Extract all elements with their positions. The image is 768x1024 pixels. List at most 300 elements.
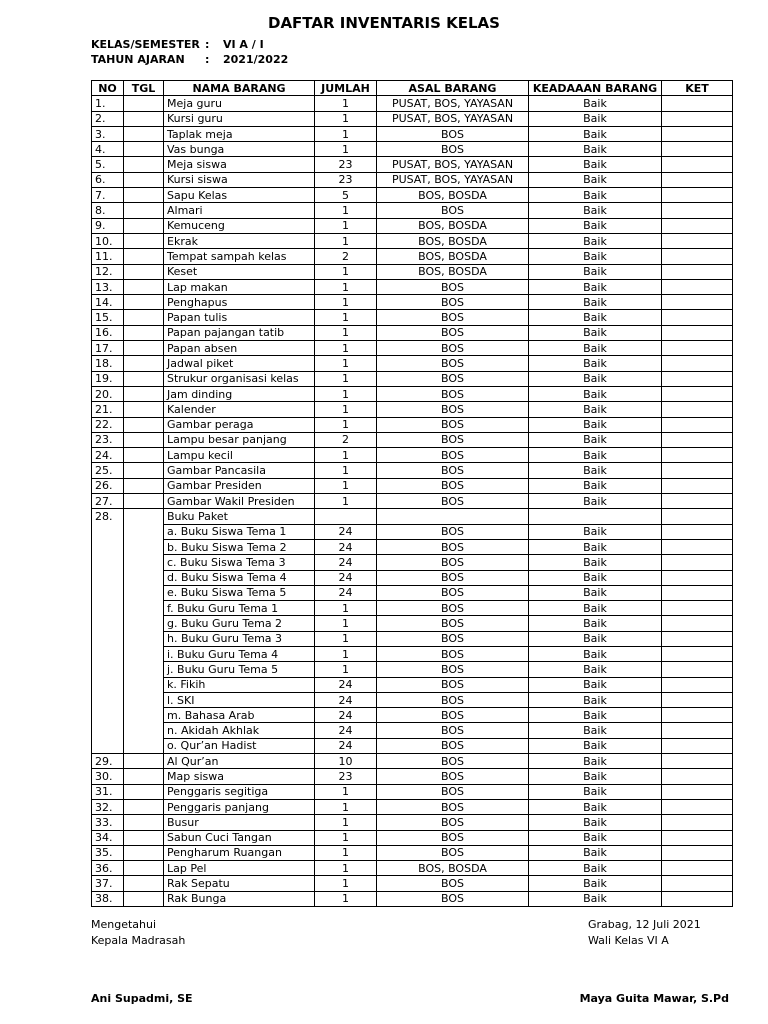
cell-tgl — [124, 310, 164, 325]
table-row — [92, 494, 733, 509]
cell-keadaan-barang: Baik — [529, 188, 662, 203]
table-row — [92, 325, 733, 340]
cell-jumlah: 24 — [315, 708, 377, 723]
cell-no: 19. — [92, 371, 124, 386]
cell-jumlah: 1 — [315, 601, 377, 616]
meta-separator: : — [205, 38, 210, 51]
cell-asal-barang: BOS — [377, 799, 529, 814]
cell-no: 23. — [92, 432, 124, 447]
cell-no: 20. — [92, 386, 124, 401]
cell-tgl — [124, 386, 164, 401]
cell-jumlah: 24 — [315, 585, 377, 600]
cell-nama-barang: Taplak meja — [164, 126, 315, 141]
cell-jumlah: 1 — [315, 861, 377, 876]
cell-jumlah: 1 — [315, 371, 377, 386]
table-row — [92, 448, 733, 463]
table-row — [92, 524, 733, 539]
cell-asal-barang: BOS — [377, 295, 529, 310]
cell-keadaan-barang: Baik — [529, 402, 662, 417]
cell-nama-barang: Lampu besar panjang — [164, 432, 315, 447]
cell-asal-barang: BOS — [377, 539, 529, 554]
cell-asal-barang: BOS — [377, 448, 529, 463]
cell-asal-barang: BOS, BOSDA — [377, 264, 529, 279]
cell-asal-barang: BOS, BOSDA — [377, 233, 529, 248]
cell-jumlah: 1 — [315, 386, 377, 401]
cell-keadaan-barang: Baik — [529, 631, 662, 646]
cell-tgl — [124, 830, 164, 845]
cell-no: 22. — [92, 417, 124, 432]
cell-ket — [662, 371, 733, 386]
cell-keadaan-barang: Baik — [529, 157, 662, 172]
cell-tgl — [124, 172, 164, 187]
cell-keadaan-barang: Baik — [529, 708, 662, 723]
cell-nama-barang: Rak Bunga — [164, 891, 315, 906]
cell-ket — [662, 417, 733, 432]
cell-jumlah: 24 — [315, 555, 377, 570]
meta-label: TAHUN AJARAN — [91, 53, 185, 66]
cell-jumlah: 1 — [315, 341, 377, 356]
cell-jumlah: 2 — [315, 249, 377, 264]
table-row — [92, 585, 733, 600]
table-row — [92, 708, 733, 723]
cell-keadaan-barang: Baik — [529, 845, 662, 860]
cell-ket — [662, 539, 733, 554]
cell-no: 15. — [92, 310, 124, 325]
cell-ket — [662, 432, 733, 447]
cell-tgl — [124, 126, 164, 141]
cell-no: 6. — [92, 172, 124, 187]
table-row — [92, 463, 733, 478]
cell-no — [92, 677, 124, 692]
cell-nama-barang: Strukur organisasi kelas — [164, 371, 315, 386]
cell-asal-barang: BOS — [377, 631, 529, 646]
cell-keadaan-barang: Baik — [529, 172, 662, 187]
cell-tgl — [124, 585, 164, 600]
cell-nama-barang: Lap Pel — [164, 861, 315, 876]
cell-nama-barang: Map siswa — [164, 769, 315, 784]
place-date: Grabag, 12 Juli 2021 — [588, 918, 701, 931]
cell-no — [92, 524, 124, 539]
cell-nama-barang: Gambar Pancasila — [164, 463, 315, 478]
cell-tgl — [124, 616, 164, 631]
table-row — [92, 295, 733, 310]
cell-keadaan-barang: Baik — [529, 96, 662, 111]
cell-tgl — [124, 157, 164, 172]
cell-nama-barang: Busur — [164, 815, 315, 830]
meta-separator: : — [205, 53, 210, 66]
cell-nama-barang: k. Fikih — [164, 677, 315, 692]
homeroom-signature-name: Maya Guita Mawar, S.Pd — [579, 992, 729, 1005]
cell-ket — [662, 646, 733, 661]
cell-no — [92, 692, 124, 707]
cell-asal-barang: BOS — [377, 203, 529, 218]
cell-jumlah: 1 — [315, 310, 377, 325]
cell-ket — [662, 708, 733, 723]
table-row — [92, 738, 733, 753]
cell-keadaan-barang: Baik — [529, 295, 662, 310]
cell-keadaan-barang: Baik — [529, 463, 662, 478]
cell-keadaan-barang: Baik — [529, 478, 662, 493]
cell-tgl — [124, 341, 164, 356]
cell-asal-barang: BOS — [377, 524, 529, 539]
footer-right — [588, 917, 701, 949]
cell-keadaan-barang: Baik — [529, 585, 662, 600]
cell-nama-barang: Al Qur’an — [164, 754, 315, 769]
cell-ket — [662, 295, 733, 310]
cell-ket — [662, 754, 733, 769]
cell-keadaan-barang: Baik — [529, 371, 662, 386]
cell-no: 28. — [92, 509, 124, 524]
table-row — [92, 509, 733, 524]
acknowledged-label: Mengetahui — [91, 918, 157, 931]
cell-jumlah: 1 — [315, 784, 377, 799]
cell-jumlah: 1 — [315, 356, 377, 371]
cell-tgl — [124, 417, 164, 432]
table-row — [92, 264, 733, 279]
cell-asal-barang: BOS — [377, 356, 529, 371]
table-row — [92, 111, 733, 126]
cell-tgl — [124, 876, 164, 891]
cell-nama-barang: Gambar Presiden — [164, 478, 315, 493]
cell-nama-barang: i. Buku Guru Tema 4 — [164, 646, 315, 661]
meta-class-semester — [91, 38, 264, 51]
table-row — [92, 386, 733, 401]
cell-keadaan-barang: Baik — [529, 341, 662, 356]
cell-asal-barang: BOS — [377, 142, 529, 157]
cell-no: 13. — [92, 279, 124, 294]
cell-nama-barang: Penghapus — [164, 295, 315, 310]
cell-jumlah: 1 — [315, 96, 377, 111]
cell-asal-barang: BOS — [377, 341, 529, 356]
inventory-table — [91, 80, 733, 907]
cell-keadaan-barang: Baik — [529, 876, 662, 891]
table-row — [92, 402, 733, 417]
cell-jumlah: 24 — [315, 738, 377, 753]
cell-no: 14. — [92, 295, 124, 310]
cell-tgl — [124, 799, 164, 814]
cell-asal-barang: BOS — [377, 891, 529, 906]
cell-nama-barang: Pengharum Ruangan — [164, 845, 315, 860]
cell-asal-barang: PUSAT, BOS, YAYASAN — [377, 172, 529, 187]
cell-jumlah: 24 — [315, 524, 377, 539]
cell-keadaan-barang: Baik — [529, 677, 662, 692]
cell-tgl — [124, 494, 164, 509]
cell-tgl — [124, 188, 164, 203]
cell-jumlah: 1 — [315, 448, 377, 463]
cell-no: 27. — [92, 494, 124, 509]
cell-jumlah: 2 — [315, 432, 377, 447]
cell-no — [92, 601, 124, 616]
cell-tgl — [124, 233, 164, 248]
cell-ket — [662, 876, 733, 891]
cell-asal-barang: BOS — [377, 784, 529, 799]
cell-nama-barang: n. Akidah Akhlak — [164, 723, 315, 738]
table-row — [92, 830, 733, 845]
cell-asal-barang: BOS, BOSDA — [377, 218, 529, 233]
cell-ket — [662, 218, 733, 233]
cell-tgl — [124, 295, 164, 310]
cell-jumlah: 1 — [315, 218, 377, 233]
cell-ket — [662, 769, 733, 784]
cell-ket — [662, 616, 733, 631]
cell-nama-barang: Buku Paket — [164, 509, 315, 524]
cell-asal-barang: BOS — [377, 601, 529, 616]
cell-jumlah: 1 — [315, 203, 377, 218]
cell-nama-barang: Kemuceng — [164, 218, 315, 233]
cell-nama-barang: o. Qur’an Hadist — [164, 738, 315, 753]
cell-nama-barang: e. Buku Siswa Tema 5 — [164, 585, 315, 600]
cell-nama-barang: Meja guru — [164, 96, 315, 111]
table-row — [92, 233, 733, 248]
cell-asal-barang: BOS — [377, 876, 529, 891]
cell-ket — [662, 264, 733, 279]
cell-no: 2. — [92, 111, 124, 126]
cell-tgl — [124, 815, 164, 830]
cell-jumlah: 24 — [315, 677, 377, 692]
cell-ket — [662, 692, 733, 707]
table-row — [92, 126, 733, 141]
cell-keadaan-barang: Baik — [529, 738, 662, 753]
homeroom-title: Wali Kelas VI A — [588, 934, 669, 947]
cell-keadaan-barang: Baik — [529, 249, 662, 264]
cell-nama-barang: Ekrak — [164, 233, 315, 248]
cell-jumlah: 1 — [315, 799, 377, 814]
table-row — [92, 341, 733, 356]
cell-keadaan-barang: Baik — [529, 325, 662, 340]
cell-ket — [662, 341, 733, 356]
cell-asal-barang: PUSAT, BOS, YAYASAN — [377, 96, 529, 111]
cell-no — [92, 585, 124, 600]
cell-nama-barang: Papan pajangan tatib — [164, 325, 315, 340]
cell-asal-barang: BOS — [377, 677, 529, 692]
cell-jumlah: 24 — [315, 539, 377, 554]
cell-tgl — [124, 708, 164, 723]
cell-tgl — [124, 539, 164, 554]
header-jumlah: JUMLAH — [315, 81, 377, 96]
table-row — [92, 203, 733, 218]
cell-ket — [662, 815, 733, 830]
cell-tgl — [124, 769, 164, 784]
cell-keadaan-barang: Baik — [529, 203, 662, 218]
header-asal-barang: ASAL BARANG — [377, 81, 529, 96]
cell-ket — [662, 96, 733, 111]
cell-no: 12. — [92, 264, 124, 279]
cell-asal-barang: BOS — [377, 325, 529, 340]
cell-tgl — [124, 463, 164, 478]
cell-tgl — [124, 218, 164, 233]
cell-ket — [662, 799, 733, 814]
cell-tgl — [124, 754, 164, 769]
meta-school-year — [91, 53, 288, 66]
cell-asal-barang: BOS — [377, 646, 529, 661]
table-row — [92, 861, 733, 876]
cell-keadaan-barang: Baik — [529, 310, 662, 325]
table-row — [92, 769, 733, 784]
cell-asal-barang: PUSAT, BOS, YAYASAN — [377, 157, 529, 172]
cell-keadaan-barang: Baik — [529, 218, 662, 233]
table-row — [92, 157, 733, 172]
cell-tgl — [124, 723, 164, 738]
cell-ket — [662, 784, 733, 799]
cell-ket — [662, 448, 733, 463]
cell-tgl — [124, 524, 164, 539]
cell-jumlah: 1 — [315, 325, 377, 340]
cell-ket — [662, 402, 733, 417]
cell-ket — [662, 325, 733, 340]
cell-nama-barang: Lampu kecil — [164, 448, 315, 463]
cell-nama-barang: Lap makan — [164, 279, 315, 294]
cell-tgl — [124, 662, 164, 677]
cell-no: 32. — [92, 799, 124, 814]
cell-keadaan-barang: Baik — [529, 356, 662, 371]
cell-no: 30. — [92, 769, 124, 784]
cell-no — [92, 662, 124, 677]
cell-tgl — [124, 264, 164, 279]
cell-tgl — [124, 891, 164, 906]
cell-nama-barang: Meja siswa — [164, 157, 315, 172]
table-row — [92, 662, 733, 677]
cell-jumlah: 5 — [315, 188, 377, 203]
cell-jumlah: 1 — [315, 876, 377, 891]
cell-keadaan-barang: Baik — [529, 539, 662, 554]
cell-jumlah: 10 — [315, 754, 377, 769]
cell-ket — [662, 126, 733, 141]
cell-keadaan-barang: Baik — [529, 494, 662, 509]
cell-keadaan-barang: Baik — [529, 386, 662, 401]
table-row — [92, 172, 733, 187]
cell-tgl — [124, 96, 164, 111]
cell-tgl — [124, 478, 164, 493]
cell-keadaan-barang: Baik — [529, 646, 662, 661]
cell-nama-barang: h. Buku Guru Tema 3 — [164, 631, 315, 646]
table-row — [92, 631, 733, 646]
cell-nama-barang: Keset — [164, 264, 315, 279]
cell-asal-barang: BOS — [377, 126, 529, 141]
cell-nama-barang: d. Buku Siswa Tema 4 — [164, 570, 315, 585]
cell-ket — [662, 478, 733, 493]
cell-keadaan-barang: Baik — [529, 861, 662, 876]
cell-tgl — [124, 861, 164, 876]
cell-tgl — [124, 509, 164, 524]
table-row — [92, 555, 733, 570]
cell-asal-barang: BOS — [377, 769, 529, 784]
cell-nama-barang: Penggaris panjang — [164, 799, 315, 814]
cell-keadaan-barang: Baik — [529, 799, 662, 814]
cell-nama-barang: g. Buku Guru Tema 2 — [164, 616, 315, 631]
cell-keadaan-barang: Baik — [529, 432, 662, 447]
cell-jumlah: 1 — [315, 417, 377, 432]
cell-jumlah: 1 — [315, 891, 377, 906]
cell-jumlah: 24 — [315, 723, 377, 738]
table-row — [92, 570, 733, 585]
cell-asal-barang: BOS — [377, 662, 529, 677]
cell-jumlah: 1 — [315, 646, 377, 661]
cell-jumlah: 1 — [315, 478, 377, 493]
cell-keadaan-barang: Baik — [529, 784, 662, 799]
cell-jumlah: 1 — [315, 494, 377, 509]
header-ket: KET — [662, 81, 733, 96]
cell-nama-barang: Papan absen — [164, 341, 315, 356]
cell-jumlah: 1 — [315, 111, 377, 126]
meta-label: KELAS/SEMESTER — [91, 38, 200, 51]
cell-asal-barang: BOS — [377, 310, 529, 325]
cell-keadaan-barang: Baik — [529, 417, 662, 432]
cell-keadaan-barang: Baik — [529, 570, 662, 585]
cell-keadaan-barang: Baik — [529, 723, 662, 738]
cell-ket — [662, 494, 733, 509]
table-row — [92, 646, 733, 661]
cell-tgl — [124, 325, 164, 340]
cell-tgl — [124, 111, 164, 126]
cell-ket — [662, 662, 733, 677]
cell-nama-barang: Vas bunga — [164, 142, 315, 157]
cell-tgl — [124, 371, 164, 386]
cell-asal-barang: BOS — [377, 754, 529, 769]
header-no: NO — [92, 81, 124, 96]
cell-asal-barang: BOS, BOSDA — [377, 188, 529, 203]
cell-keadaan-barang: Baik — [529, 891, 662, 906]
cell-tgl — [124, 249, 164, 264]
cell-nama-barang: Jadwal piket — [164, 356, 315, 371]
header-keadaan-barang: KEADAAAN BARANG — [529, 81, 662, 96]
cell-ket — [662, 203, 733, 218]
cell-jumlah: 1 — [315, 463, 377, 478]
cell-asal-barang: BOS, BOSDA — [377, 861, 529, 876]
cell-asal-barang: BOS — [377, 830, 529, 845]
cell-asal-barang: BOS — [377, 402, 529, 417]
cell-asal-barang: BOS — [377, 494, 529, 509]
cell-no — [92, 616, 124, 631]
cell-ket — [662, 463, 733, 478]
table-row — [92, 356, 733, 371]
cell-tgl — [124, 646, 164, 661]
table-row — [92, 188, 733, 203]
cell-no: 25. — [92, 463, 124, 478]
cell-jumlah: 1 — [315, 616, 377, 631]
cell-keadaan-barang: Baik — [529, 815, 662, 830]
cell-asal-barang: BOS — [377, 708, 529, 723]
cell-tgl — [124, 738, 164, 753]
cell-tgl — [124, 570, 164, 585]
cell-asal-barang: BOS — [377, 692, 529, 707]
cell-tgl — [124, 631, 164, 646]
cell-asal-barang: BOS — [377, 279, 529, 294]
cell-asal-barang: BOS — [377, 723, 529, 738]
cell-no — [92, 631, 124, 646]
cell-jumlah: 24 — [315, 692, 377, 707]
cell-ket — [662, 509, 733, 524]
cell-keadaan-barang: Baik — [529, 662, 662, 677]
cell-keadaan-barang: Baik — [529, 830, 662, 845]
table-row — [92, 142, 733, 157]
cell-jumlah: 1 — [315, 845, 377, 860]
table-row — [92, 310, 733, 325]
cell-no: 18. — [92, 356, 124, 371]
cell-nama-barang: Almari — [164, 203, 315, 218]
cell-tgl — [124, 142, 164, 157]
table-row — [92, 754, 733, 769]
cell-ket — [662, 356, 733, 371]
cell-no: 33. — [92, 815, 124, 830]
cell-ket — [662, 157, 733, 172]
cell-ket — [662, 188, 733, 203]
cell-keadaan-barang: Baik — [529, 616, 662, 631]
cell-asal-barang: BOS — [377, 417, 529, 432]
cell-keadaan-barang: Baik — [529, 754, 662, 769]
cell-tgl — [124, 677, 164, 692]
table-row — [92, 723, 733, 738]
table-row — [92, 371, 733, 386]
